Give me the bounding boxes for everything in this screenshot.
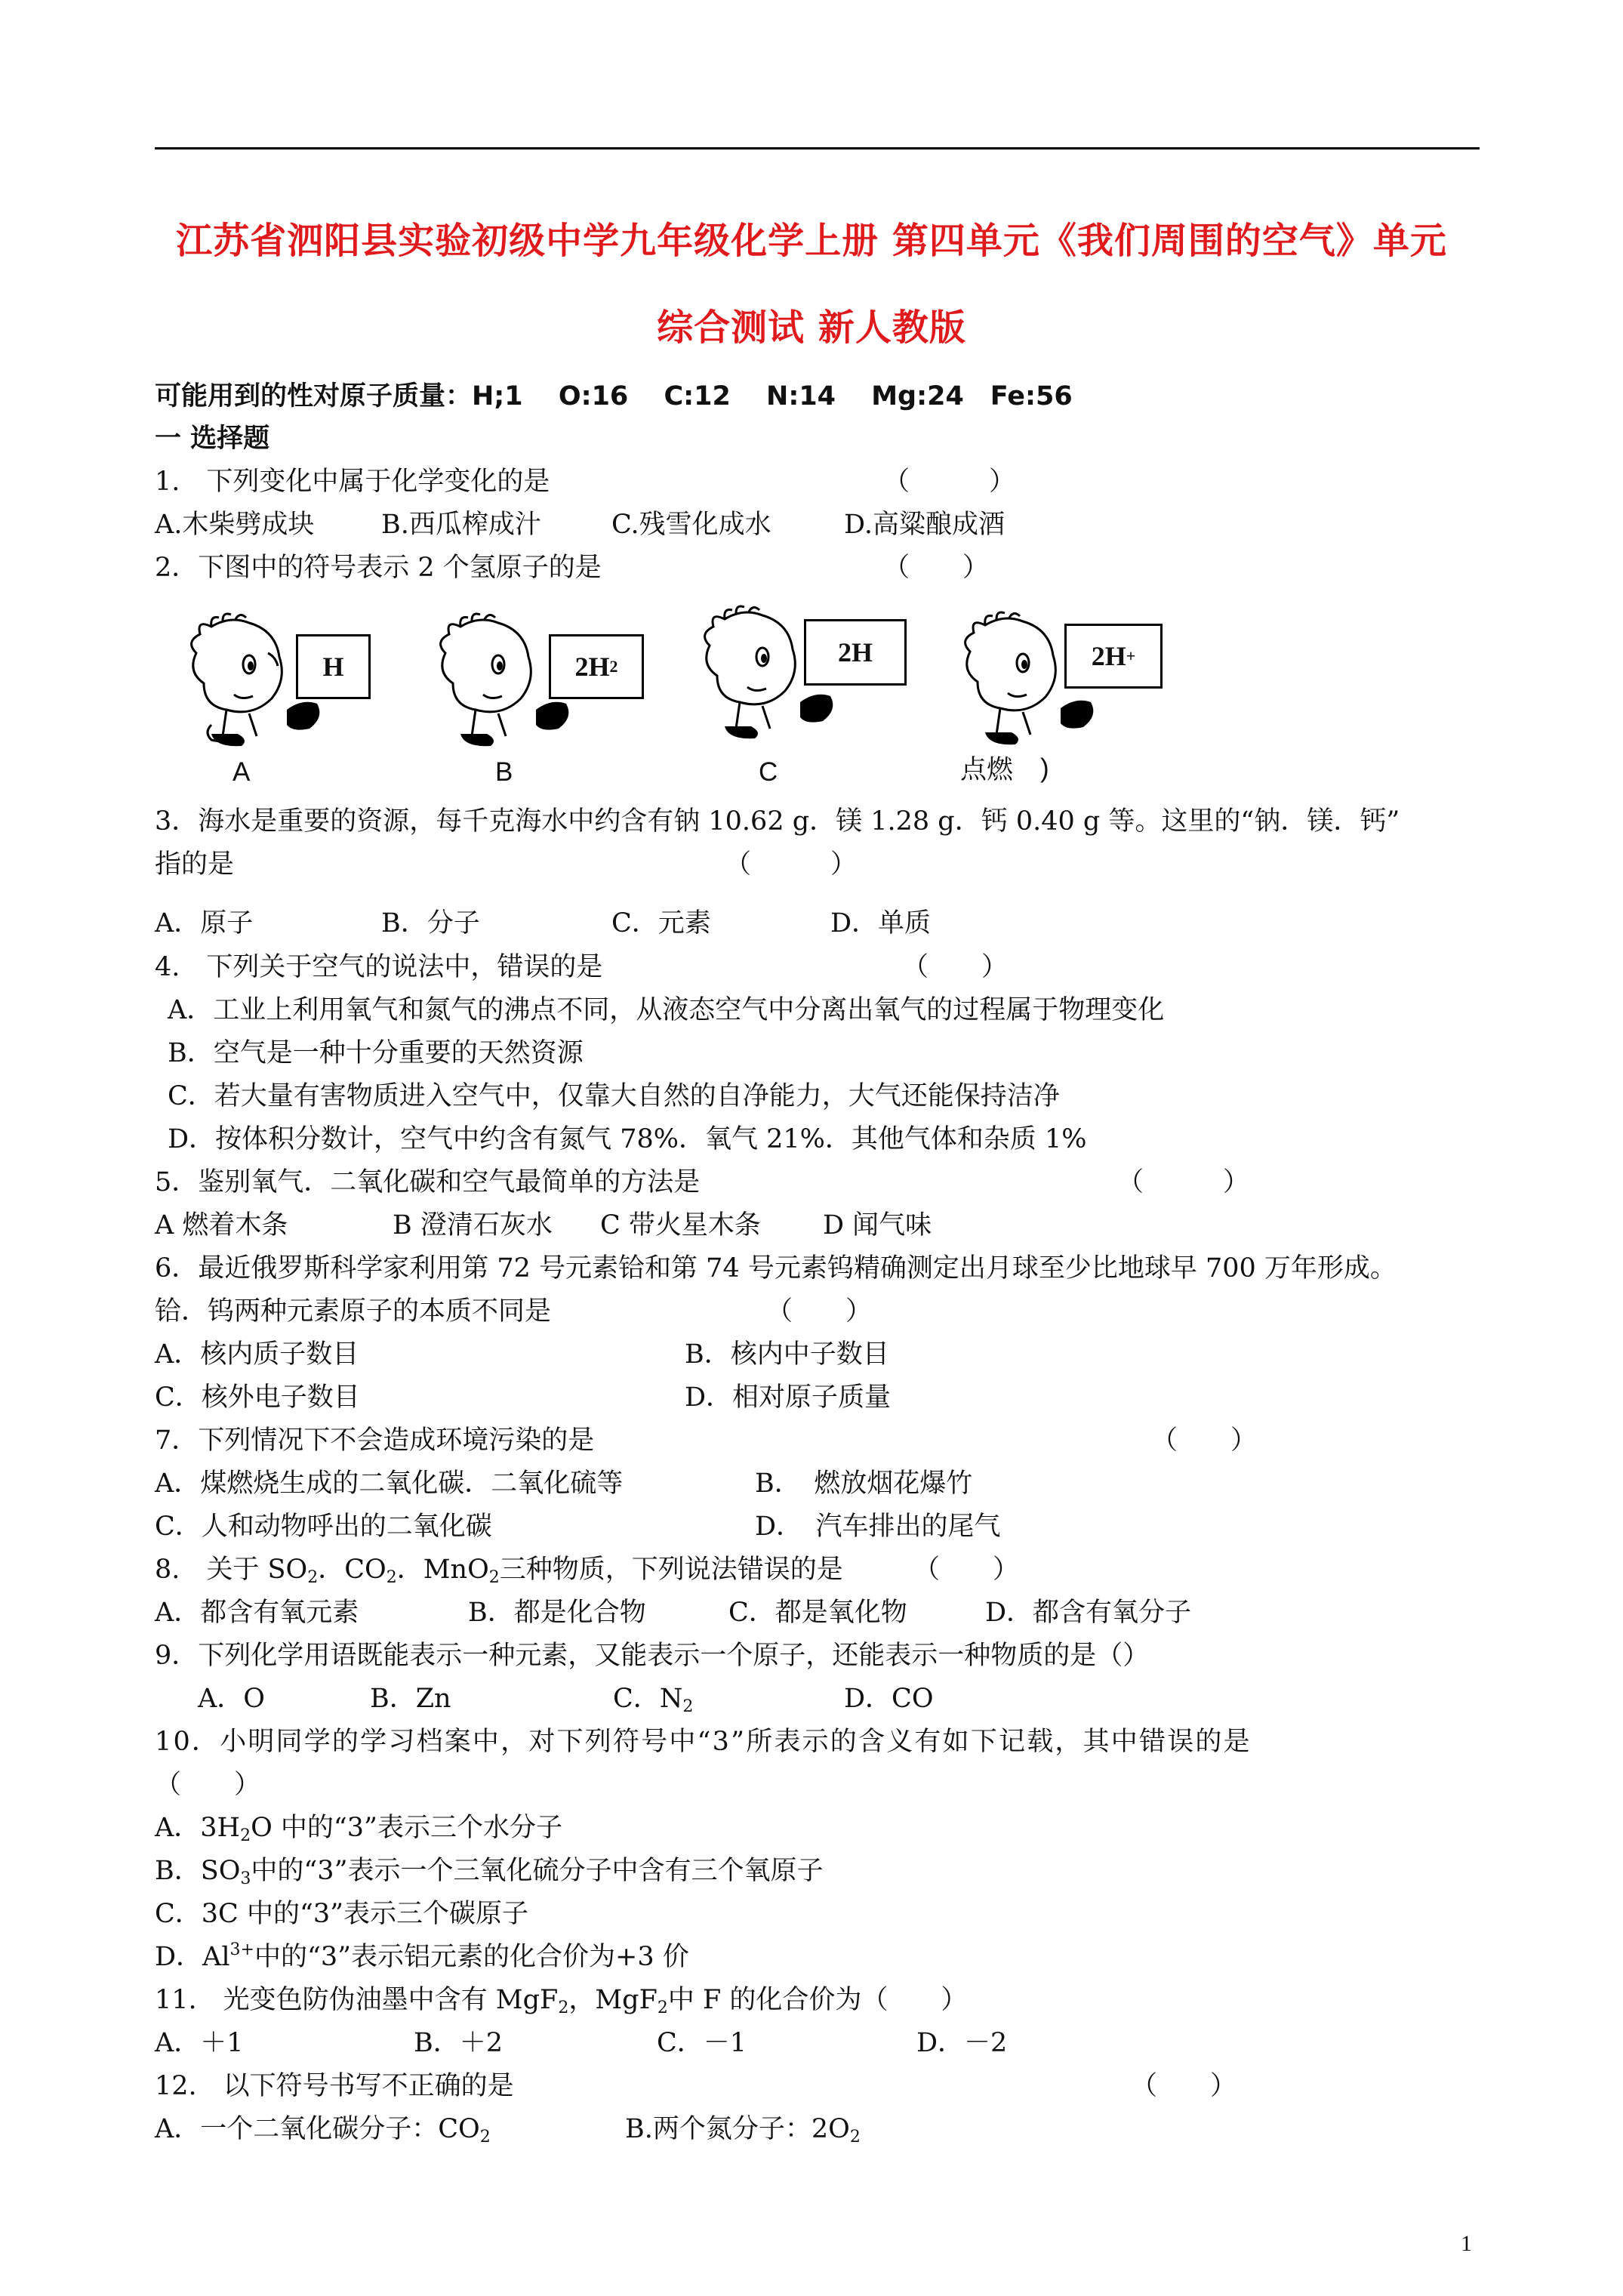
- figure-label-paren: ): [1040, 754, 1049, 783]
- q12-option-a: A．一个二氧化碳分子：$CO_2$: [155, 2114, 491, 2147]
- q10-option-a: A．$3H_2O$ 中的“3”表示三个水分子: [155, 1813, 562, 1845]
- q9-option-c: C．$N_2$: [613, 1684, 694, 1716]
- q6-option-d: D．相对原子质量: [685, 1382, 892, 1413]
- q3-option-d: D．单质: [830, 908, 932, 938]
- q5-answer-paren: （ ）: [1117, 1167, 1250, 1197]
- q9-stem: 9．下列化学用语既能表示一种元素，又能表示一个原子，还能表示一种物质的是（）: [155, 1641, 1150, 1671]
- q3-stem-line1: 3．海水是重要的资源，每千克海水中约含有钠 10.62 g．镁 1.28 g．钙 0.40 g 等。这里的“钠．镁．钙”: [155, 806, 1400, 837]
- q11-stem: 11. 光变色防伪油墨中含有 MgF$_2$，MgF$_2$中 F 的化合价为（ ）: [155, 1985, 968, 2017]
- q6-answer-paren: （ ）: [766, 1296, 873, 1327]
- q11-option-b: B．＋2: [414, 2028, 503, 2058]
- q10-answer-paren: （ ）: [155, 1770, 261, 1800]
- q6-stem-line1: 6．最近俄罗斯科学家利用第 72 号元素铪和第 74 号元素钨精确测定出月球至少比地球早 700 万年形成。: [155, 1253, 1397, 1284]
- q10-stem: 10．小明同学的学习档案中，对下列符号中“3”所表示的含义有如下记载，其中错误的是: [155, 1727, 1252, 1757]
- q12-option-b: B.两个氮分子：$2O_2$: [625, 2114, 861, 2147]
- symbol-box-d: 2H +: [1064, 624, 1163, 689]
- q4-answer-paren: （ ）: [902, 952, 1009, 982]
- atomic-mass-line: 可能用到的性对原子质量：H;1 O:16 C:12 N:14 Mg:24 Fe:56: [155, 381, 1073, 411]
- symbol-box-b: 2H 2: [549, 634, 644, 699]
- figure-label-c: C: [759, 757, 778, 787]
- q4-option-a: A．工业上利用氧气和氮气的沸点不同，从液态空气中分离出氧气的过程属于物理变化: [168, 995, 1165, 1025]
- q4-option-c: C．若大量有害物质进入空气中，仅靠大自然的自净能力，大气还能保持洁净: [168, 1081, 1060, 1111]
- q2-answer-paren: （ ）: [883, 553, 990, 583]
- q11-option-d: D．－2: [916, 2028, 1008, 2058]
- q6-option-c: C．核外电子数目: [155, 1382, 360, 1413]
- title-line-1: 江苏省泗阳县实验初级中学九年级化学上册 第四单元《我们周围的空气》单元: [176, 220, 1447, 262]
- q3-option-c: C．元素: [611, 908, 711, 938]
- q9-option-b: B．Zn: [370, 1684, 451, 1714]
- q3-stem-line2: 指的是: [155, 849, 235, 880]
- q5-option-c: C 带火星木条: [600, 1210, 761, 1240]
- q10-option-c: C．3C 中的“3”表示三个碳原子: [155, 1899, 529, 1929]
- q4-option-b: B．空气是一种十分重要的天然资源: [168, 1038, 584, 1068]
- q6-option-a: A．核内质子数目: [155, 1339, 359, 1370]
- q7-stem: 7．下列情况下不会造成环境污染的是: [155, 1425, 595, 1456]
- title-line-2: 综合测试 新人教版: [657, 307, 966, 349]
- q5-option-d: D 闻气味: [823, 1210, 932, 1240]
- q3-option-a: A．原子: [155, 908, 254, 938]
- symbol-box-c: 2H: [804, 619, 907, 686]
- q12-stem: 12. 以下符号书写不正确的是: [155, 2071, 514, 2101]
- symbol-box-a: H: [296, 634, 371, 699]
- q6-option-b: B．核内中子数目: [685, 1339, 889, 1370]
- q7-option-c: C．人和动物呼出的二氧化碳: [155, 1512, 492, 1542]
- header-rule: [155, 147, 1480, 149]
- figure-label-a: A: [233, 757, 251, 787]
- q7-option-b: B． 燃放烟花爆竹: [755, 1469, 973, 1499]
- q1-stem: 1. 下列变化中属于化学变化的是: [155, 467, 550, 497]
- q5-option-b: B 澄清石灰水: [393, 1210, 553, 1240]
- q4-stem: 4. 下列关于空气的说法中，错误的是: [155, 952, 603, 982]
- q8-stem: 8. 关于 $SO_2$．$CO_2$．MnO$_2$三种物质，下列说法错误的是: [155, 1555, 843, 1587]
- q10-option-b: B．$SO_3$中的“3”表示一个三氧化硫分子中含有三个氧原子: [155, 1856, 824, 1888]
- q7-option-a: A．煤燃烧生成的二氧化碳．二氧化硫等: [155, 1469, 624, 1499]
- q9-option-d: D．CO: [844, 1684, 934, 1714]
- q8-option-c: C．都是氧化物: [728, 1598, 907, 1628]
- q8-answer-paren: （ ）: [913, 1555, 1020, 1585]
- q2-stem: 2．下图中的符号表示 2 个氢原子的是: [155, 553, 602, 583]
- q12-answer-paren: （ ）: [1131, 2071, 1237, 2101]
- q6-stem-line2: 铪．钨两种元素原子的本质不同是: [155, 1296, 552, 1327]
- q5-stem: 5．鉴别氧气．二氧化碳和空气最简单的方法是: [155, 1167, 701, 1197]
- figure-label-ignite: 点燃: [960, 755, 1014, 784]
- q7-option-d: D． 汽车排出的尾气: [755, 1512, 1001, 1542]
- q4-option-d: D．按体积分数计，空气中约含有氮气 78%．氧气 21%．其他气体和杂质 1%: [168, 1124, 1087, 1154]
- figure-label-b: B: [495, 757, 513, 787]
- q1-option-c: C.残雪化成水: [611, 510, 771, 540]
- q3-option-b: B．分子: [381, 908, 480, 938]
- q8-option-b: B．都是化合物: [468, 1598, 646, 1628]
- q8-option-d: D．都含有氧分子: [985, 1598, 1192, 1628]
- section-heading: 一 选择题: [155, 424, 270, 454]
- q10-option-d: D．$Al^{3+}$中的“3”表示铝元素的化合价为+3 价: [155, 1940, 689, 1972]
- page-number: 1: [1461, 2231, 1472, 2256]
- q1-answer-paren: （ ）: [883, 467, 1016, 497]
- q11-option-a: A．＋1: [155, 2028, 244, 2058]
- q5-option-a: A 燃着木条: [155, 1210, 288, 1240]
- q8-option-a: A．都含有氧元素: [155, 1598, 359, 1628]
- q1-option-a: A.木柴劈成块: [155, 510, 315, 540]
- q1-option-d: D.高粱酿成酒: [844, 510, 1005, 540]
- q1-option-b: B.西瓜榨成汁: [381, 510, 541, 540]
- q9-option-a: A．O: [198, 1684, 265, 1714]
- q11-option-c: C．－1: [657, 2028, 747, 2058]
- q3-answer-paren: （ ）: [725, 849, 858, 880]
- q7-answer-paren: （ ）: [1151, 1425, 1258, 1456]
